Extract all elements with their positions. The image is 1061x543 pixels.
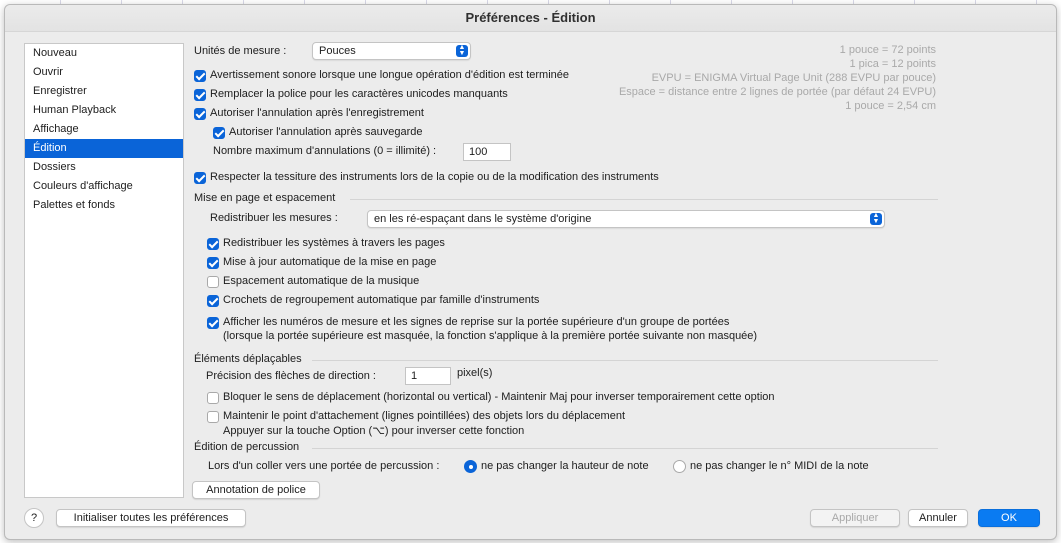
sidebar-item-edition[interactable]: Édition: [25, 139, 183, 158]
auto-spacing-label: Espacement automatique de la musique: [223, 275, 420, 287]
percussion-keep-pitch-radio[interactable]: [464, 460, 477, 473]
sidebar-item-ouvrir[interactable]: Ouvrir: [33, 66, 63, 78]
sidebar-item-couleurs-affichage[interactable]: Couleurs d'affichage: [33, 180, 133, 192]
rebar-select-value: en les ré-espaçant dans le système d'origine: [374, 213, 592, 225]
arrow-precision-label: Précision des flèches de direction :: [206, 370, 376, 382]
arrow-precision-unit: pixel(s): [457, 367, 493, 379]
auto-brackets-label: Crochets de regroupement automatique par famille d'instruments: [223, 294, 540, 306]
auto-update-layout-label: Mise à jour automatique de la mise en page: [223, 256, 437, 268]
info-line-cm: 1 pouce = 2,54 cm: [845, 100, 936, 112]
beep-checkbox[interactable]: [194, 70, 206, 82]
auto-spacing-checkbox[interactable]: [207, 276, 219, 288]
info-line-pouce: 1 pouce = 72 points: [839, 44, 936, 56]
keep-attach-label-line2: Appuyer sur la touche Option (⌥) pour inverser cette fonction: [223, 425, 525, 437]
movable-heading: Éléments déplaçables: [194, 353, 302, 365]
measure-numbers-checkbox[interactable]: [207, 317, 219, 329]
sidebar-item-nouveau[interactable]: Nouveau: [33, 47, 78, 59]
chevron-updown-icon: ▲ ▼: [870, 213, 882, 225]
sidebar-item-palettes-fonds[interactable]: Palettes et fonds: [33, 199, 115, 211]
tessitura-checkbox[interactable]: [194, 172, 206, 184]
keep-attach-checkbox[interactable]: [207, 411, 219, 423]
undo-after-save-label: Autoriser l'annulation après l'enregistrement: [210, 107, 424, 119]
percussion-paste-label: Lors d'un coller vers une portée de percussion :: [208, 460, 440, 472]
auto-update-layout-checkbox[interactable]: [207, 257, 219, 269]
beep-label: Avertissement sonore lorsque une longue opération d'édition est terminée: [210, 69, 570, 81]
cancel-button[interactable]: Annuler: [908, 509, 968, 527]
replace-font-label: Remplacer la police pour les caractères unicodes manquants: [210, 88, 508, 100]
measure-numbers-label-line1: Afficher les numéros de mesure et les signes de reprise sur la portée supérieure d'un groupe de portées: [223, 316, 730, 328]
category-sidebar: [24, 43, 184, 498]
movable-separator: [312, 360, 938, 361]
apply-button[interactable]: Appliquer: [810, 509, 900, 527]
reset-all-button[interactable]: Initialiser toutes les préférences: [56, 509, 246, 527]
sidebar-item-enregistrer[interactable]: Enregistrer: [33, 85, 87, 97]
undo-after-backup-label: Autoriser l'annulation après sauvegarde: [229, 126, 423, 138]
keep-attach-label-line1: Maintenir le point d'attachement (lignes pointillées) des objets lors du déplacement: [223, 410, 625, 422]
tessitura-label: Respecter la tessiture des instruments lors de la copie ou de la modification des instruments: [210, 171, 659, 183]
undo-after-backup-checkbox[interactable]: [213, 127, 225, 139]
redistribute-systems-label: Redistribuer les systèmes à travers les pages: [223, 237, 445, 249]
units-select-value: Pouces: [319, 45, 356, 57]
rebar-select[interactable]: [367, 210, 885, 228]
units-label: Unités de mesure :: [194, 45, 287, 57]
sidebar-item-dossiers[interactable]: Dossiers: [33, 161, 76, 173]
info-line-evpu: EVPU = ENIGMA Virtual Page Unit (288 EVPU par pouce): [651, 72, 936, 84]
max-undo-field[interactable]: 100: [463, 143, 511, 161]
help-button[interactable]: ?: [24, 508, 44, 528]
percussion-keep-pitch-label: ne pas changer la hauteur de note: [481, 460, 649, 472]
info-line-pica: 1 pica = 12 points: [849, 58, 936, 70]
chevron-updown-icon: ▲ ▼: [456, 45, 468, 57]
redistribute-systems-checkbox[interactable]: [207, 238, 219, 250]
arrow-precision-field[interactable]: 1: [405, 367, 451, 385]
percussion-keep-midi-radio[interactable]: [673, 460, 686, 473]
measure-numbers-label-line2: (lorsque la portée supérieure est masquée, la fonction s'applique à la première portée suivante non masquée): [223, 330, 758, 342]
rebar-label: Redistribuer les mesures :: [210, 212, 338, 224]
replace-font-checkbox[interactable]: [194, 89, 206, 101]
layout-separator: [350, 199, 938, 200]
layout-heading: Mise en page et espacement: [194, 192, 336, 204]
lock-direction-checkbox[interactable]: [207, 392, 219, 404]
undo-after-save-checkbox[interactable]: [194, 108, 206, 120]
ok-button[interactable]: OK: [978, 509, 1040, 527]
info-line-espace: Espace = distance entre 2 lignes de portée (par défaut 24 EVPU): [618, 86, 936, 98]
window-title: Préférences - Édition: [5, 5, 1056, 32]
percussion-heading: Édition de percussion: [194, 441, 300, 453]
percussion-separator: [312, 448, 938, 449]
lock-direction-label: Bloquer le sens de déplacement (horizontal ou vertical) - Maintenir Maj pour inverser temporairement cette option: [223, 391, 775, 403]
sidebar-item-affichage[interactable]: Affichage: [33, 123, 79, 135]
percussion-keep-midi-label: ne pas changer le n° MIDI de la note: [690, 460, 869, 472]
sidebar-item-human-playback[interactable]: Human Playback: [33, 104, 117, 116]
max-undo-label: Nombre maximum d'annulations (0 = illimité) :: [213, 145, 437, 157]
preferences-window: [4, 4, 1057, 540]
font-annotation-button[interactable]: Annotation de police: [192, 481, 320, 499]
auto-brackets-checkbox[interactable]: [207, 295, 219, 307]
units-select[interactable]: [312, 42, 471, 60]
